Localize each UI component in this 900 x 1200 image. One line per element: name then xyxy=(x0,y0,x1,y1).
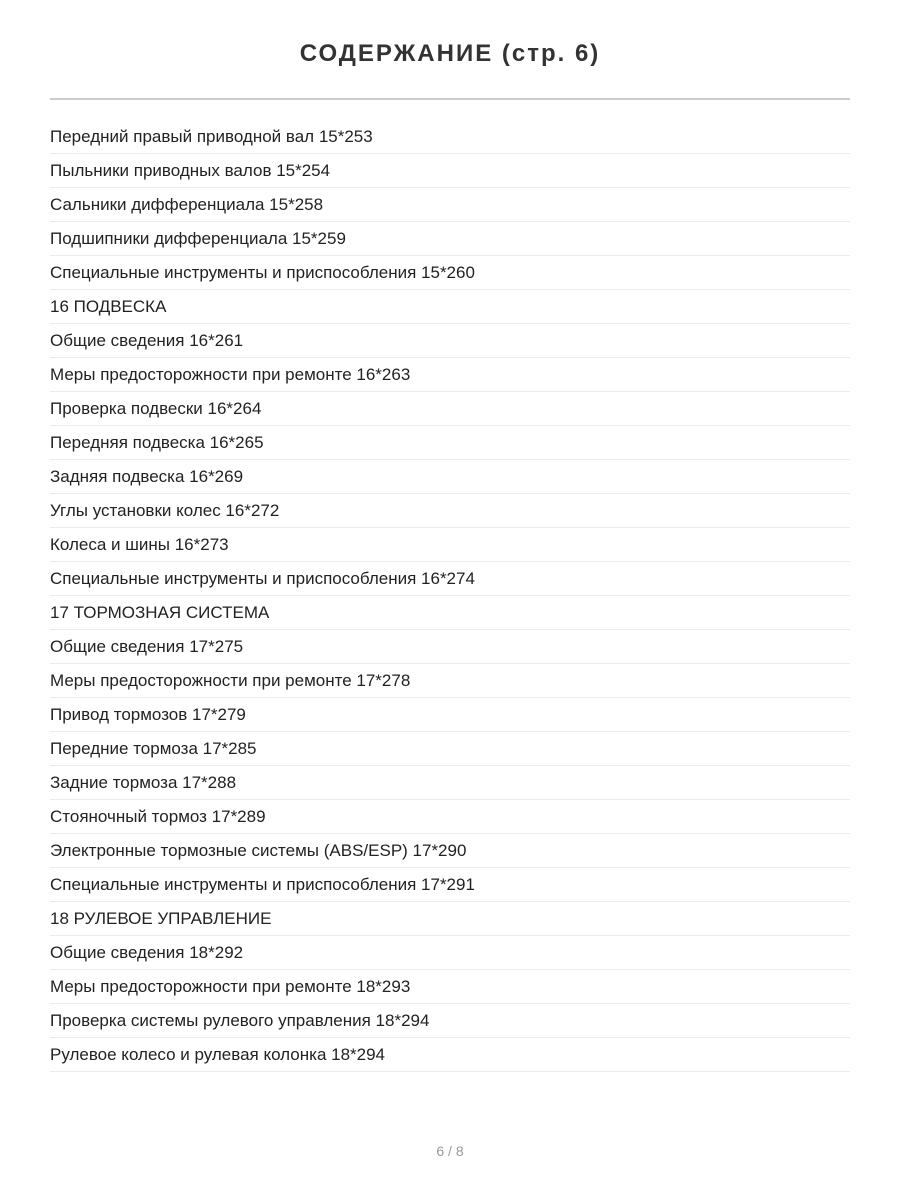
toc-entry: Меры предосторожности при ремонте 17*278 xyxy=(50,664,850,698)
toc-entry: Специальные инструменты и приспособления 16*274 xyxy=(50,562,850,596)
toc-entry: Передняя подвеска 16*265 xyxy=(50,426,850,460)
toc-entry: Сальники дифференциала 15*258 xyxy=(50,188,850,222)
toc-entry: Проверка системы рулевого управления 18*294 xyxy=(50,1004,850,1038)
title-divider xyxy=(50,98,850,100)
toc-entry: Подшипники дифференциала 15*259 xyxy=(50,222,850,256)
toc-entry: Общие сведения 17*275 xyxy=(50,630,850,664)
toc-entry: Задние тормоза 17*288 xyxy=(50,766,850,800)
toc-section-heading: 18 РУЛЕВОЕ УПРАВЛЕНИЕ xyxy=(50,902,850,936)
toc-entry: Проверка подвески 16*264 xyxy=(50,392,850,426)
toc-entry: Передний правый приводной вал 15*253 xyxy=(50,120,850,154)
toc-entry: Общие сведения 16*261 xyxy=(50,324,850,358)
toc-entry: Специальные инструменты и приспособления 15*260 xyxy=(50,256,850,290)
toc-entry: Рулевое колесо и рулевая колонка 18*294 xyxy=(50,1038,850,1072)
table-of-contents xyxy=(50,120,850,1072)
toc-entry: Привод тормозов 17*279 xyxy=(50,698,850,732)
toc-entry: Меры предосторожности при ремонте 16*263 xyxy=(50,358,850,392)
toc-entry: Задняя подвеска 16*269 xyxy=(50,460,850,494)
toc-entry: Колеса и шины 16*273 xyxy=(50,528,850,562)
toc-entry: Углы установки колес 16*272 xyxy=(50,494,850,528)
toc-section-heading: 17 ТОРМОЗНАЯ СИСТЕМА xyxy=(50,596,850,630)
toc-section-heading: 16 ПОДВЕСКА xyxy=(50,290,850,324)
toc-entry: Общие сведения 18*292 xyxy=(50,936,850,970)
page-indicator: 6 / 8 xyxy=(436,1143,464,1159)
toc-entry: Меры предосторожности при ремонте 18*293 xyxy=(50,970,850,1004)
page-title: СОДЕРЖАНИЕ (стр. 6) xyxy=(299,40,601,67)
toc-entry: Передние тормоза 17*285 xyxy=(50,732,850,766)
toc-entry: Стояночный тормоз 17*289 xyxy=(50,800,850,834)
toc-entry: Электронные тормозные системы (ABS/ESP) 17*290 xyxy=(50,834,850,868)
toc-entry: Специальные инструменты и приспособления 17*291 xyxy=(50,868,850,902)
toc-entry: Пыльники приводных валов 15*254 xyxy=(50,154,850,188)
document-page xyxy=(50,0,850,1064)
